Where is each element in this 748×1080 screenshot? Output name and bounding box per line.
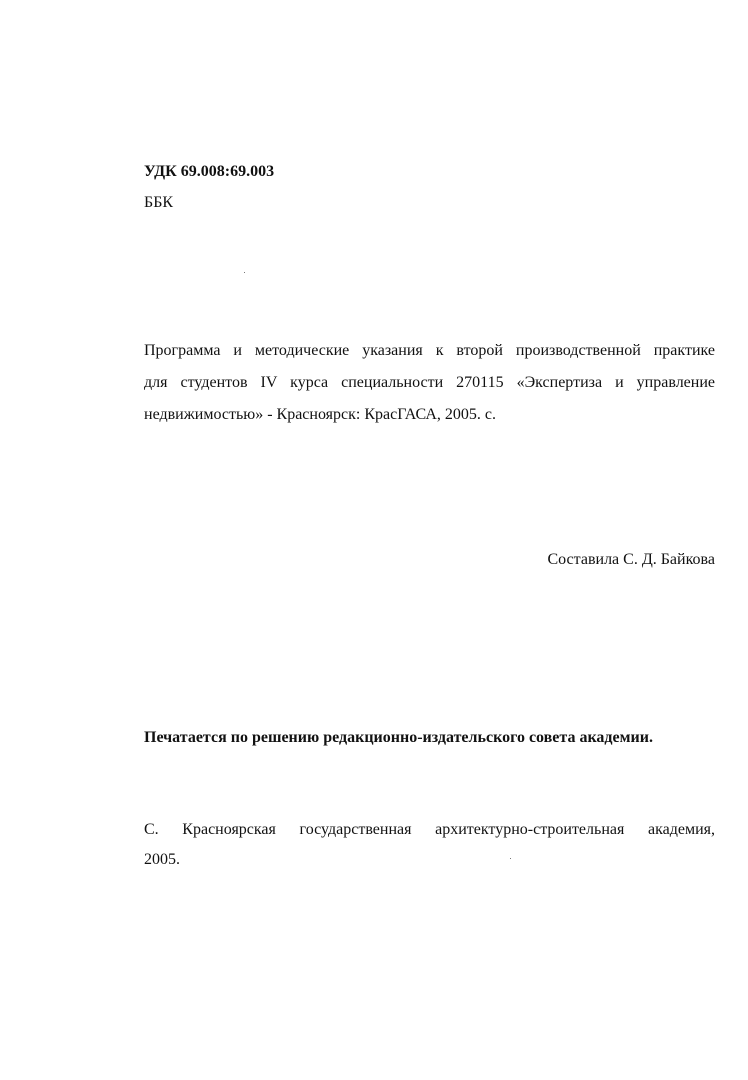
annotation-line-2: для студентов IV курса специальности 270115 «Экспертиза и управление <box>144 374 715 391</box>
compiler-credit: Составила С. Д. Байкова <box>547 551 715 568</box>
copyright-line-2: 2005. <box>144 851 180 868</box>
udk-code: УДК 69.008:69.003 <box>144 163 275 180</box>
annotation-line-1: Программа и методические указания к второй производственной практике <box>144 342 715 359</box>
print-notice: Печатается по решению редакционно-издательского совета академии. <box>144 729 653 746</box>
scan-speck <box>244 272 245 273</box>
copyright-line-1: С. Красноярская государственная архитектурно-строительная академия, <box>144 821 715 838</box>
bbk-code: ББК <box>144 194 174 211</box>
annotation-line-3: недвижимостью» - Красноярск: КрасГАСА, 2005. с. <box>144 406 497 423</box>
scan-speck <box>510 858 511 859</box>
